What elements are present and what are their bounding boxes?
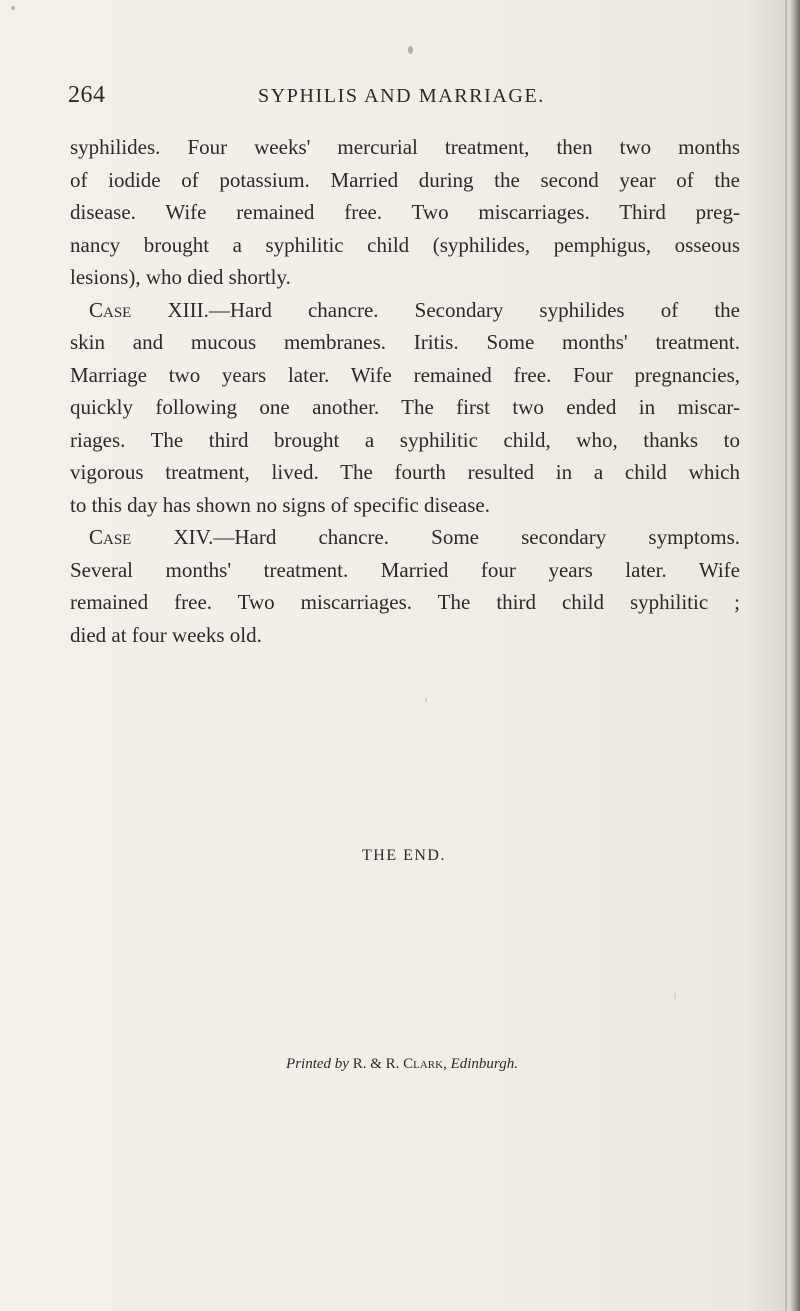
case-xiii-label: Case XIII.	[89, 297, 209, 322]
case-xiv-label: Case XIV.	[89, 525, 214, 549]
printer-imprint	[0, 1056, 800, 1073]
case-xiii-first-line	[70, 294, 740, 327]
ink-speck	[425, 697, 427, 703]
text-line: disease. Wife remained free. Two miscarriages. Third preg-	[70, 200, 740, 224]
page-edge-shadow	[790, 0, 800, 1311]
text-line: syphilides. Four weeks' mercurial treatment, then two months	[70, 135, 740, 159]
page-header	[68, 82, 768, 112]
text-line: vigorous treatment, lived. The fourth resulted in a child which	[70, 460, 740, 484]
ink-speck	[11, 6, 15, 10]
case-xiv-first-line-text: —Hard chancre. Some secondary symptoms.	[213, 525, 740, 549]
text-line: skin and mucous membranes. Iritis. Some months' treatment.	[70, 330, 740, 354]
text-line: riages. The third brought a syphilitic child, who, thanks to	[70, 427, 740, 452]
running-title: SYPHILIS AND MARRIAGE.	[258, 85, 545, 107]
text-line: Marriage two years later. Wife remained free. Four pregnancies,	[70, 362, 740, 387]
text-line: quickly following one another. The first two ended in miscar-	[70, 395, 740, 419]
page-number: 264	[68, 82, 106, 108]
body-text	[70, 131, 740, 651]
text-line: Several months' treatment. Married four years later. Wife	[70, 557, 740, 582]
text-line: of iodide of potassium. Married during the second year of the	[70, 167, 740, 192]
imprint-printer: R. & R. Clark,	[352, 1056, 447, 1072]
text-line: died at four weeks old.	[70, 622, 262, 647]
case-xiv-first-line	[70, 521, 740, 554]
the-end-heading: THE END.	[362, 847, 446, 864]
ink-speck	[674, 992, 676, 1001]
page-edge-line	[785, 0, 787, 1311]
imprint-place: Edinburgh.	[450, 1056, 518, 1072]
case-xiii-first-line-text: —Hard chancre. Secondary syphilides of the	[208, 297, 740, 322]
text-line: lesions), who died shortly.	[70, 265, 291, 289]
imprint-printed-by: Printed by	[286, 1056, 349, 1072]
text-line: remained free. Two miscarriages. The third child syphilitic ;	[70, 590, 740, 614]
text-line: to this day has shown no signs of specific disease.	[70, 492, 490, 517]
text-line: nancy brought a syphilitic child (syphilides, pemphigus, osseous	[70, 232, 740, 257]
ink-speck	[408, 46, 413, 54]
